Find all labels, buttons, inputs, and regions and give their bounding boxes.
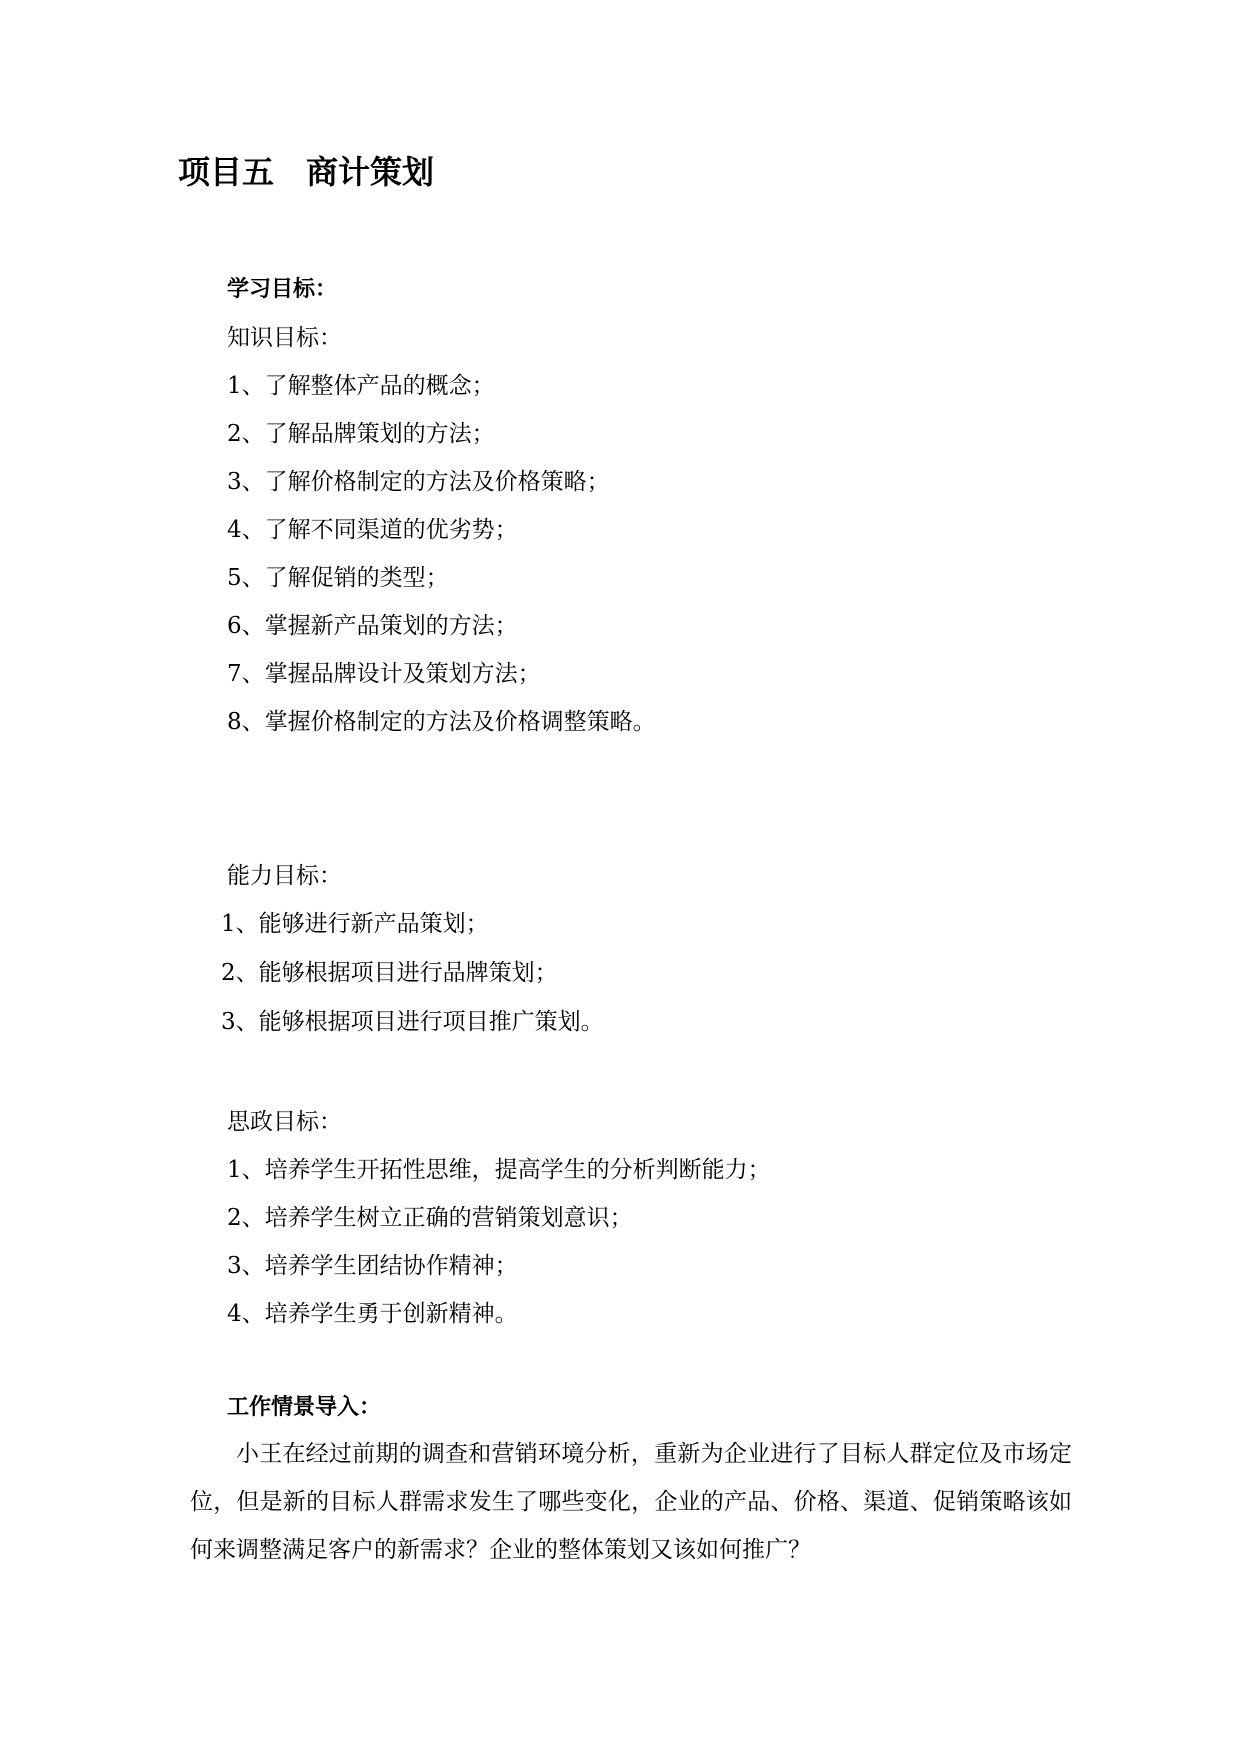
ability-item: 2、能够根据项目进行品牌策划；	[221, 960, 558, 986]
ideology-item: 2、培养学生树立正确的营销策划意识；	[227, 1205, 633, 1231]
knowledge-item: 2、了解品牌策划的方法；	[227, 421, 495, 447]
ability-objectives-label: 能力目标：	[227, 863, 342, 889]
scenario-paragraph: 小王在经过前期的调查和营销环境分析，重新为企业进行了目标人群定位及市场定位，但是新的目标人群需求发生了哪些变化，企业的产品、价格、渠道、促销策略该如何来调整满足客户的新需求？企业的整体策划又该如何推广？	[190, 1441, 1072, 1563]
ideology-item: 1、培养学生开拓性思维，提高学生的分析判断能力；	[227, 1157, 771, 1183]
ideology-objectives-label: 思政目标：	[227, 1109, 342, 1135]
knowledge-item: 7、掌握品牌设计及策划方法；	[227, 661, 541, 687]
knowledge-item: 3、了解价格制定的方法及价格策略；	[227, 469, 610, 495]
learning-objectives-heading: 学习目标：	[227, 277, 338, 302]
ideology-item: 4、培养学生勇于创新精神。	[227, 1301, 518, 1327]
knowledge-item: 1、了解整体产品的概念；	[227, 373, 495, 399]
ability-item: 1、能够进行新产品策划；	[221, 911, 489, 937]
knowledge-item: 4、了解不同渠道的优劣势；	[227, 517, 518, 543]
page-title: 项目五 商计策划	[178, 153, 435, 191]
scenario-heading: 工作情景导入：	[227, 1395, 382, 1420]
knowledge-item: 8、掌握价格制定的方法及价格调整策略。	[227, 709, 656, 735]
knowledge-item: 6、掌握新产品策划的方法；	[227, 613, 518, 639]
ideology-item: 3、培养学生团结协作精神；	[227, 1253, 518, 1279]
ability-item: 3、能够根据项目进行项目推广策划。	[221, 1009, 604, 1035]
knowledge-item: 5、了解促销的类型；	[227, 565, 449, 591]
knowledge-objectives-label: 知识目标：	[227, 325, 342, 351]
